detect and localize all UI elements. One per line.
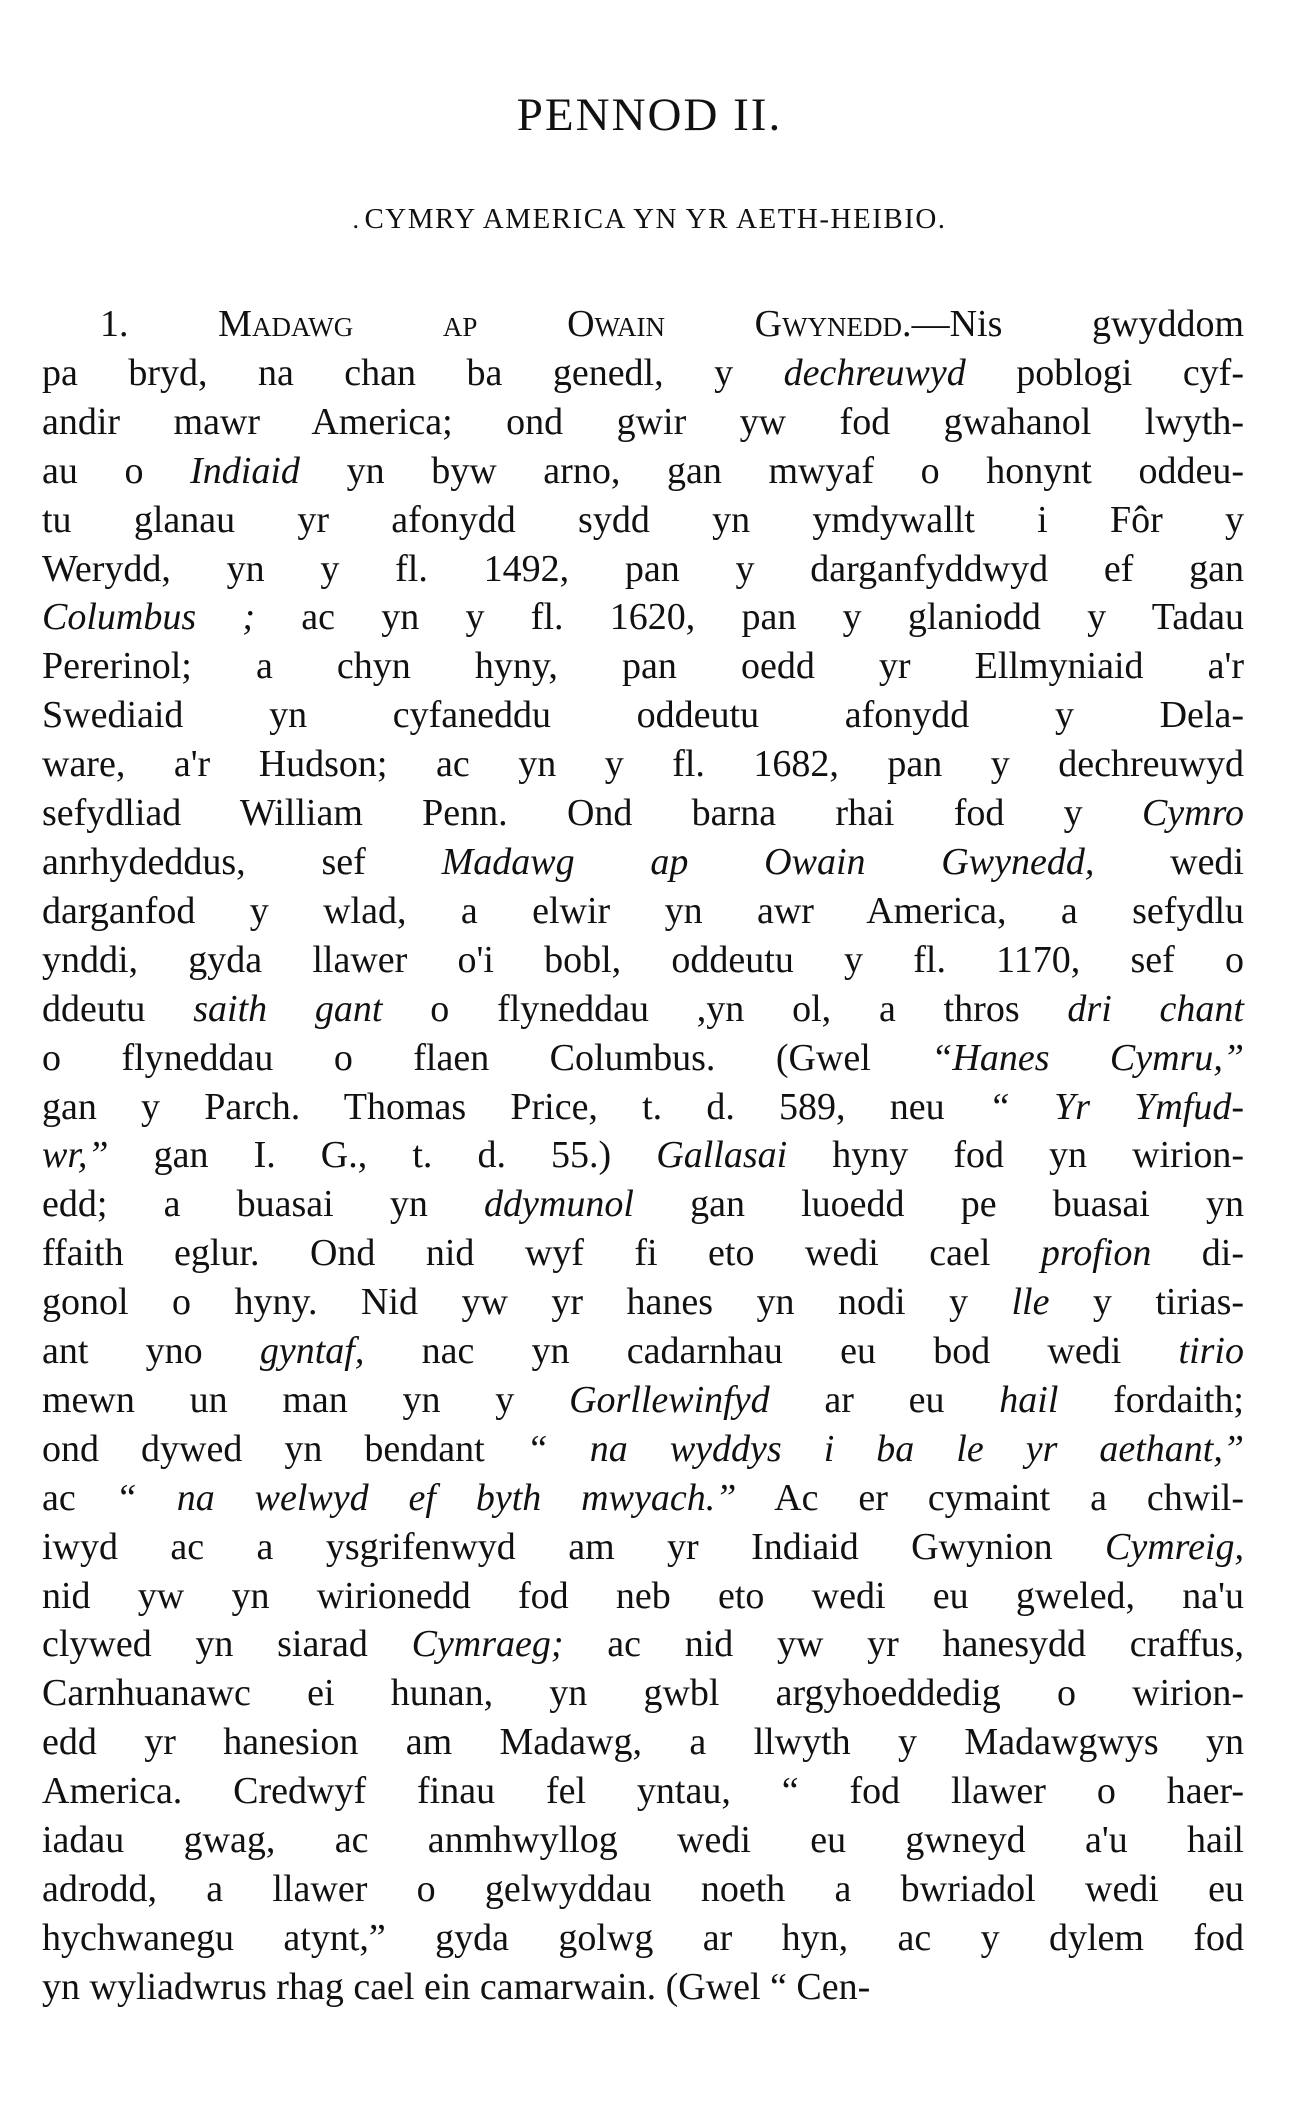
text-segment: Pererinol; a chyn hyny, pan oedd yr Ellmyniaid a'r [42, 645, 1244, 688]
italic-text: “ na wyddys i ba le yr aethant,” [526, 1427, 1244, 1470]
text-segment: ar eu [769, 1378, 1000, 1421]
text-line [42, 1718, 1244, 1767]
body-paragraph [42, 300, 1244, 2012]
text-line [42, 1327, 1244, 1376]
text-segment: sefydliad William Penn. Ond barna rhai fod y [42, 792, 1142, 835]
text-line [42, 1376, 1244, 1425]
italic-text: profion [1040, 1232, 1152, 1275]
italic-text: “Hanes Cymru,” [931, 1036, 1244, 1079]
text-segment: hychwanegu atynt,” gyda golwg ar hyn, ac y dylem fod [42, 1916, 1244, 1959]
text-line [42, 1278, 1244, 1327]
text-segment: ac yn y fl. 1620, pan y glaniodd y Tadau [255, 596, 1244, 639]
text-segment: Werydd, yn y fl. 1492, pan y darganfyddwyd ef gan [42, 547, 1244, 590]
text-line [42, 300, 1244, 349]
italic-text: wr,” [42, 1134, 109, 1177]
italic-text: Madawg ap Owain Gwynedd, [441, 840, 1095, 883]
stray-mark: . [352, 205, 361, 234]
italic-text: gyntaf, [259, 1330, 365, 1373]
text-segment: iadau gwag, ac anmhwyllog wedi eu gwneyd a'u hail [42, 1819, 1244, 1862]
text-line [42, 887, 1244, 936]
text-segment: ant yno [42, 1330, 260, 1373]
text-line [42, 985, 1244, 1034]
text-segment: anrhydeddus, sef [42, 840, 442, 883]
text-line [42, 1425, 1244, 1474]
text-line [42, 1914, 1244, 1963]
text-segment: ddeutu [42, 987, 194, 1030]
text-segment: Swediaid yn cyfaneddu oddeutu afonydd y Dela- [42, 694, 1244, 737]
text-segment: nid yw yn wirionedd fod neb eto wedi eu gweled, na'u [42, 1574, 1244, 1617]
text-line [42, 1131, 1244, 1180]
text-segment: ac [42, 1476, 116, 1519]
text-line [42, 349, 1244, 398]
text-segment: di- [1151, 1232, 1244, 1275]
italic-text: dechreuwyd [783, 351, 966, 394]
text-segment: nac yn cadarnhau eu bod wedi [364, 1330, 1179, 1373]
text-segment: Ac er cymaint a chwil- [736, 1476, 1244, 1519]
italic-text: Cymraeg; [411, 1623, 564, 1666]
text-line [42, 691, 1244, 740]
paragraph-number: 1. [100, 303, 129, 345]
text-segment: ond dywed yn bendant [42, 1427, 527, 1470]
text-segment: Carnhuanawc ei hunan, yn gwbl argyhoeddedig o wirion- [42, 1672, 1244, 1715]
text-segment: —Nis gwyddom [911, 303, 1244, 345]
text-segment: America. Credwyf finau fel yntau, “ fod llawer o haer- [42, 1770, 1244, 1813]
text-segment: pa bryd, na chan ba genedl, y [42, 351, 784, 394]
italic-text: Cymro [1141, 792, 1244, 835]
text-segment: gan y Parch. Thomas Price, t. d. 589, neu [42, 1085, 989, 1128]
text-segment: fordaith; [1058, 1378, 1244, 1421]
italic-text: tirio [1178, 1330, 1244, 1373]
italic-text: Cymreig, [1105, 1525, 1244, 1568]
text-segment: andir mawr America; ond gwir yw fod gwahanol lwyth- [42, 400, 1244, 443]
text-segment: gan luoedd pe buasai yn [633, 1183, 1244, 1226]
text-line [42, 1523, 1244, 1572]
text-line [42, 447, 1244, 496]
text-segment: ffaith eglur. Ond nid wyf fi eto wedi cael [42, 1232, 1041, 1275]
text-segment: adrodd, a llawer o gelwyddau noeth a bwriadol wedi eu [42, 1868, 1244, 1910]
text-segment: edd yr hanesion am Madawg, a llwyth y Madawgwys yn [42, 1721, 1244, 1764]
text-line [42, 838, 1244, 887]
text-line [42, 740, 1244, 789]
text-segment: hyny fod yn wirion- [787, 1134, 1244, 1177]
text-segment: poblogi cyf- [965, 351, 1244, 394]
text-line [42, 1572, 1244, 1621]
italic-text: hail [999, 1378, 1059, 1421]
text-segment: au o [42, 449, 191, 492]
text-line [42, 1620, 1244, 1669]
text-line [42, 593, 1244, 642]
paragraph-heading: Madawg ap Owain Gwynedd. [218, 303, 912, 345]
text-segment: y tirias- [1049, 1281, 1245, 1324]
text-line [42, 1865, 1244, 1914]
text-segment: iwyd ac a ysgrifenwyd am yr Indiaid Gwynion [42, 1525, 1106, 1568]
text-segment: yn wyliadwrus rhag cael ein camarwain. (Gwel “ Cen- [42, 1965, 871, 2008]
text-line [42, 1963, 1244, 2012]
text-line [42, 1034, 1244, 1083]
text-segment: tu glanau yr afonydd sydd yn ymdywallt i Fôr y [42, 498, 1244, 541]
text-segment: gan I. G., t. d. 55.) [108, 1134, 657, 1177]
text-line [42, 1816, 1244, 1865]
text-line [42, 496, 1244, 545]
italic-text: Gorllewinfyd [569, 1378, 770, 1421]
text-line [42, 1229, 1244, 1278]
text-segment: ac nid yw yr hanesydd craffus, [563, 1623, 1244, 1666]
text-line [42, 1767, 1244, 1816]
text-line [42, 789, 1244, 838]
italic-text: Columbus ; [42, 596, 256, 639]
italic-text: dri chant [1067, 987, 1244, 1030]
text-segment: edd; a buasai yn [42, 1183, 485, 1226]
section-title [0, 205, 1299, 234]
text-line [42, 1474, 1244, 1523]
italic-text: “ na welwyd ef byth mwyach.” [115, 1476, 737, 1519]
text-line [42, 1180, 1244, 1229]
text-segment: ynddi, gyda llawer o'i bobl, oddeutu y fl. 1170, sef o [42, 938, 1244, 981]
italic-text: ddymunol [484, 1183, 634, 1226]
text-segment: mewn un man yn y [42, 1378, 570, 1421]
italic-text: Gallasai [656, 1134, 788, 1177]
text-line [42, 1083, 1244, 1132]
text-line [42, 642, 1244, 691]
text-line [42, 936, 1244, 985]
text-segment: o flyneddau ,yn ol, a thros [382, 987, 1068, 1030]
italic-text: lle [1011, 1281, 1050, 1324]
text-segment: wedi [1094, 840, 1244, 883]
text-line [42, 398, 1244, 447]
text-segment: gonol o hyny. Nid yw yr hanes yn nodi y [42, 1281, 1012, 1324]
text-line [42, 545, 1244, 594]
text-segment: clywed yn siarad [42, 1623, 412, 1666]
text-segment: darganfod y wlad, a elwir yn awr America, a sefydlu [42, 889, 1244, 932]
chapter-title: PENNOD II. [516, 89, 783, 141]
section-title-text: CYMRY AMERICA YN YR AETH-HEIBIO. [364, 203, 947, 235]
text-segment: yn byw arno, gan mwyaf o honynt oddeu- [299, 449, 1244, 492]
text-line [42, 1669, 1244, 1718]
italic-text: Indiaid [190, 449, 300, 492]
italic-text: saith gant [193, 987, 383, 1030]
text-segment: o flyneddau o flaen Columbus. (Gwel [42, 1036, 932, 1079]
italic-text: “ Yr Ymfud- [988, 1085, 1244, 1128]
text-segment: ware, a'r Hudson; ac yn y fl. 1682, pan y dechreuwyd [42, 743, 1244, 786]
